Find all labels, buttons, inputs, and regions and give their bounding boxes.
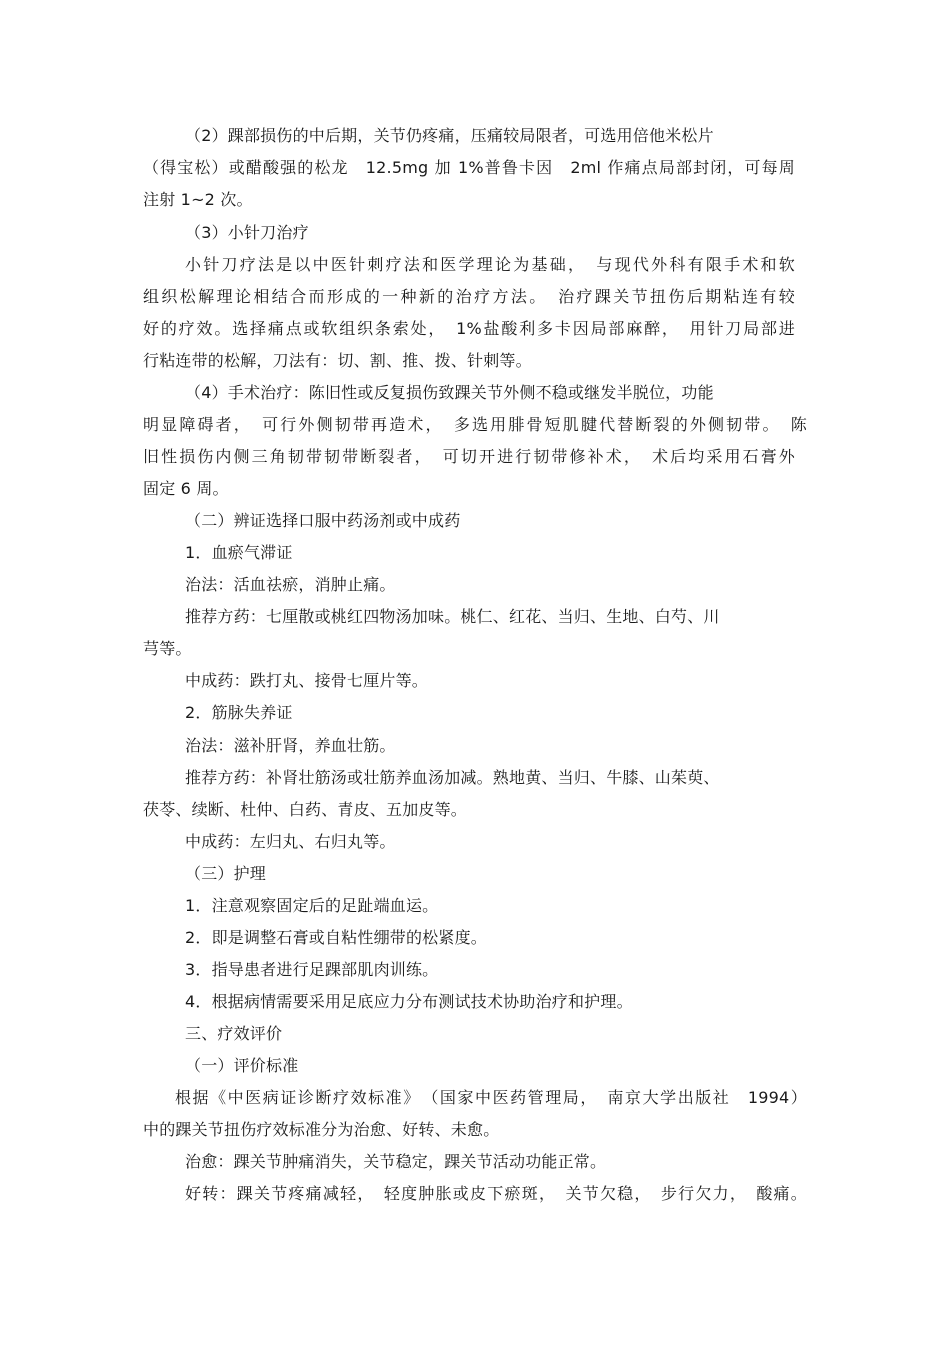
text-line-18: 中成药：跌打丸、接骨七厘片等。	[185, 671, 429, 690]
text-line-10: 明显障碍者， 可行外侧韧带再造术， 多选用腓骨短肌腱代替断裂的外侧韧带。 陈	[143, 415, 807, 434]
text-line-33: 治愈：踝关节肿痛消失，关节稳定，踝关节活动功能正常。	[185, 1152, 607, 1171]
text-line-5: 小针刀疗法是以中医针刺疗法和医学理论为基础， 与现代外科有限手术和软	[185, 255, 795, 274]
text-line-6: 组织松解理论相结合而形成的一种新的治疗方法。 治疗踝关节扭伤后期粘连有较	[143, 287, 795, 306]
text-line-3: 注射 1~2 次。	[143, 190, 253, 209]
text-line-22: 茯苓、续断、杜仲、白药、青皮、五加皮等。	[143, 800, 468, 819]
text-line-12: 固定 6 周。	[143, 479, 229, 498]
list-item-3: 3．指导患者进行足踝部肌肉训练。	[185, 960, 439, 979]
text-line-20: 治法：滋补肝肾，养血壮筋。	[185, 736, 396, 755]
text-line-17: 芎等。	[143, 639, 192, 658]
subheading-blood-stasis: 1．血瘀气滞证	[185, 543, 293, 562]
section-heading-nursing: （三）护理	[185, 864, 267, 883]
text-line-11: 旧性损伤内侧三角韧带韧带断裂者， 可切开进行韧带修补术， 术后均采用石膏外	[143, 447, 795, 466]
section-heading-needle-knife: （3）小针刀治疗	[185, 223, 309, 242]
text-line-31: 根据《中医病证诊断疗效标准》 （国家中医药管理局， 南京大学出版社 1994）	[175, 1088, 807, 1107]
text-line-2: （得宝松）或醋酸强的松龙 12.5mg 加 1%普鲁卡因 2ml 作痛点局部封闭，可每周	[143, 158, 795, 177]
section-heading-efficacy: 三、疗效评价	[185, 1024, 283, 1043]
list-item-4: 4．根据病情需要采用足底应力分布测试技术协助治疗和护理。	[185, 992, 633, 1011]
subheading-tendon: 2．筋脉失养证	[185, 703, 293, 722]
text-line-23: 中成药：左归丸、右归丸等。	[185, 832, 396, 851]
text-line-8: 行粘连带的松解，刀法有：切、割、推、拨、针刺等。	[143, 351, 532, 370]
section-heading-oral-medicine: （二）辨证选择口服中药汤剂或中成药	[185, 511, 461, 530]
text-line-9: （4）手术治疗：陈旧性或反复损伤致踝关节外侧不稳或继发半脱位，功能	[185, 383, 714, 402]
text-line-34: 好转：踝关节疼痛减轻， 轻度肿胀或皮下瘀斑， 关节欠稳， 步行欠力， 酸痛。	[185, 1184, 807, 1203]
list-item-2: 2．即是调整石膏或自粘性绷带的松紧度。	[185, 928, 487, 947]
text-line-16: 推荐方药：七厘散或桃红四物汤加味。桃仁、红花、当归、生地、白芍、川	[185, 607, 720, 626]
text-line-7: 好的疗效。选择痛点或软组织条索处， 1%盐酸利多卡因局部麻醉， 用针刀局部进	[143, 319, 795, 338]
text-line-32: 中的踝关节扭伤疗效标准分为治愈、好转、未愈。	[143, 1120, 500, 1139]
list-item-1: 1．注意观察固定后的足趾端血运。	[185, 896, 439, 915]
text-line-15: 治法：活血祛瘀，消肿止痛。	[185, 575, 396, 594]
text-line-21: 推荐方药：补肾壮筋汤或壮筋养血汤加减。熟地黄、当归、牛膝、山茱萸、	[185, 768, 720, 787]
text-line-1: （2）踝部损伤的中后期，关节仍疼痛，压痛较局限者，可选用倍他米松片	[185, 126, 714, 145]
subheading-criteria: （一）评价标准	[185, 1056, 299, 1075]
